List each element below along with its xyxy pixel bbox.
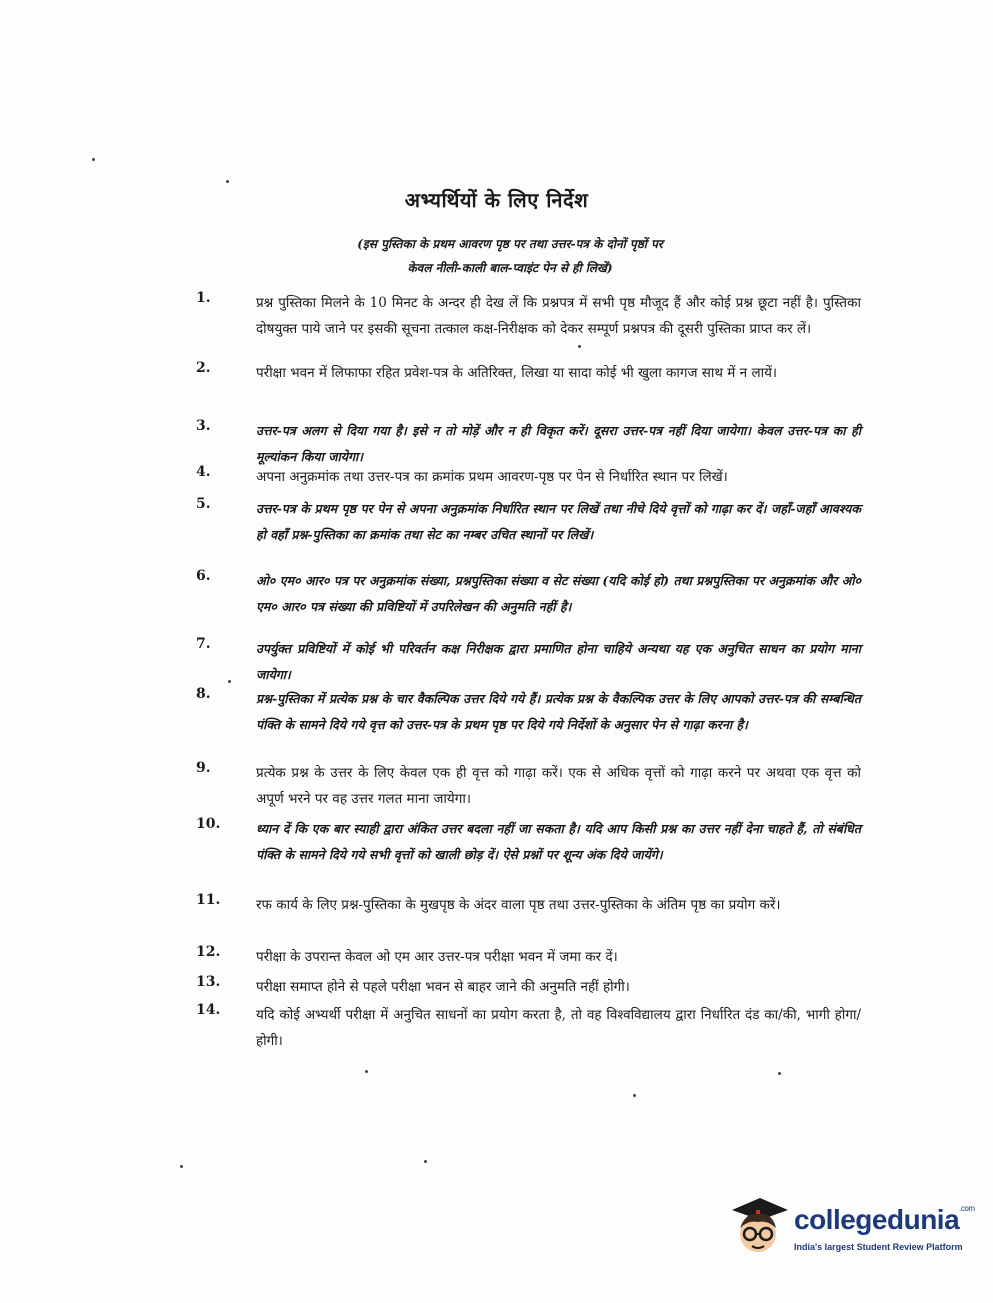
instruction-number: 1. (196, 290, 211, 306)
instruction-text: उपर्युक्त प्रविष्टियों में कोई भी परिवर्तन कक्ष निरीक्षक द्वारा प्रमाणित होना चाहिये अन्यथा यह एक अनुचित साधन का प्रयोग माना जायेगा। (256, 641, 861, 682)
instruction-text: ध्यान दें कि एक बार स्याही द्वारा अंकित उत्तर बदला नहीं जा सकता है। यदि आप किसी प्रश्न का उत्तर नहीं देना चाहते हैं, तो संबंधित पंक्ति के सामने दिये गये सभी वृत्तों को खाली छोड़ दें। ऐसे प्रश्नों पर शून्य अंक दिये जायेंगे। (256, 821, 861, 862)
logo-name (794, 1204, 975, 1236)
instruction-text: प्रश्न पुस्तिका मिलने के 10 मिनट के अन्दर ही देख लें कि प्रश्नपत्र में सभी पृष्ठ मौजूद हैं और कोई प्रश्न छूटा नहीं है। पुस्तिका दोषयुक्त पाये जाने पर इसकी सूचना तत्काल कक्ष-निरीक्षक को देकर सम्पूर्ण प्रश्नपत्र की दूसरी पुस्तिका प्राप्त कर लें। (256, 295, 861, 337)
instruction-number: 12. (196, 944, 221, 960)
instruction-number: 9. (196, 760, 211, 776)
logo-suffix: .com (959, 1204, 975, 1213)
instruction-number: 10. (196, 816, 221, 832)
collegedunia-logo (726, 1196, 975, 1260)
subtitle-line-2: केवल नीली-काली बाल-प्वाइंट पेन से ही लिखें) (407, 261, 613, 275)
instruction-text: परीक्षा के उपरान्त केवल ओ एम आर उत्तर-पत्र परीक्षा भवन में जमा कर दें। (256, 949, 618, 965)
instruction-number: 6. (196, 568, 211, 584)
instruction-number: 5. (196, 496, 211, 512)
instruction-text: परीक्षा भवन में लिफाफा रहित प्रवेश-पत्र के अतिरिक्त, लिखा या सादा कोई भी खुला कागज साथ में न लायें। (256, 365, 778, 381)
instruction-text: ओ० एम० आर० पत्र पर अनुक्रमांक संख्या, प्रश्नपुस्तिका संख्या व सेट संख्या (यदि कोई हो) तथा प्रश्नपुस्तिका पर अनुक्रमांक और ओ० एम० आर० पत्र संख्या की प्रविष्टियों में उपरिलेखन की अनुमति नहीं है। (256, 573, 861, 614)
instruction-text: उत्तर-पत्र के प्रथम पृष्ठ पर पेन से अपना अनुक्रमांक निर्धारित स्थान पर लिखें तथा नीचे दिये वृत्तों को गाढ़ा कर दें। जहाँ-जहाँ आवश्यक हो वहाँ प्रश्न-पुस्तिका का क्रमांक तथा सेट का नम्बर उचित स्थानों पर लिखें। (256, 501, 861, 542)
instruction-number: 14. (196, 1002, 221, 1018)
logo-tagline: India's largest Student Review Platform (794, 1242, 963, 1252)
instruction-number: 7. (196, 636, 211, 652)
instruction-text: प्रत्येक प्रश्न के उत्तर के लिए केवल एक ही वृत्त को गाढ़ा करें। एक से अधिक वृत्तों को गाढ़ा करने पर अथवा एक वृत्त को अपूर्ण भरने पर वह उत्तर गलत माना जायेगा। (256, 765, 861, 807)
instruction-number: 3. (196, 418, 211, 434)
mascot-icon (726, 1196, 788, 1258)
instruction-number: 2. (196, 360, 211, 376)
instruction-text: परीक्षा समाप्त होने से पहले परीक्षा भवन से बाहर जाने की अनुमति नहीं होगी। (256, 979, 630, 995)
instruction-text: प्रश्न-पुस्तिका में प्रत्येक प्रश्न के चार वैकल्पिक उत्तर दिये गये हैं। प्रत्येक प्रश्न के वैकल्पिक उत्तर के लिए आपको उत्तर-पत्र की सम्बन्धित पंक्ति के सामने दिये गये वृत्त को उत्तर-पत्र के प्रथम पृष्ठ पर दिये गये निर्देशों के अनुसार पेन से गाढ़ा करना है। (256, 691, 861, 732)
page-title: अभ्यर्थियों के लिए निर्देश (404, 188, 589, 212)
instruction-text: अपना अनुक्रमांक तथा उत्तर-पत्र का क्रमांक प्रथम आवरण-पृष्ठ पर पेन से निर्धारित स्थान पर लिखें। (256, 469, 728, 485)
subtitle-line-1: (इस पुस्तिका के प्रथम आवरण पृष्ठ पर तथा उत्तर-पत्र के दोनों पृष्ठों पर (357, 237, 663, 251)
instruction-number: 11. (196, 892, 221, 908)
instruction-text: यदि कोई अभ्यर्थी परीक्षा में अनुचित साधनों का प्रयोग करता है, तो वह विश्वविद्यालय द्वारा निर्धारित दंड का/की, भागी होगा/होगी। (256, 1007, 861, 1049)
instruction-number: 13. (196, 974, 221, 990)
instruction-number: 8. (196, 686, 211, 702)
instruction-text: रफ कार्य के लिए प्रश्न-पुस्तिका के मुखपृष्ठ के अंदर वाला पृष्ठ तथा उत्तर-पुस्तिका के अंतिम पृष्ठ का प्रयोग करें। (256, 897, 781, 913)
instruction-number: 4. (196, 464, 211, 480)
instruction-text: उत्तर-पत्र अलग से दिया गया है। इसे न तो मोड़ें और न ही विकृत करें। दूसरा उत्तर-पत्र नहीं दिया जायेगा। केवल उत्तर-पत्र का ही मूल्यांकन किया जायेगा। (256, 423, 861, 464)
logo-wordmark: collegedunia (794, 1204, 960, 1235)
